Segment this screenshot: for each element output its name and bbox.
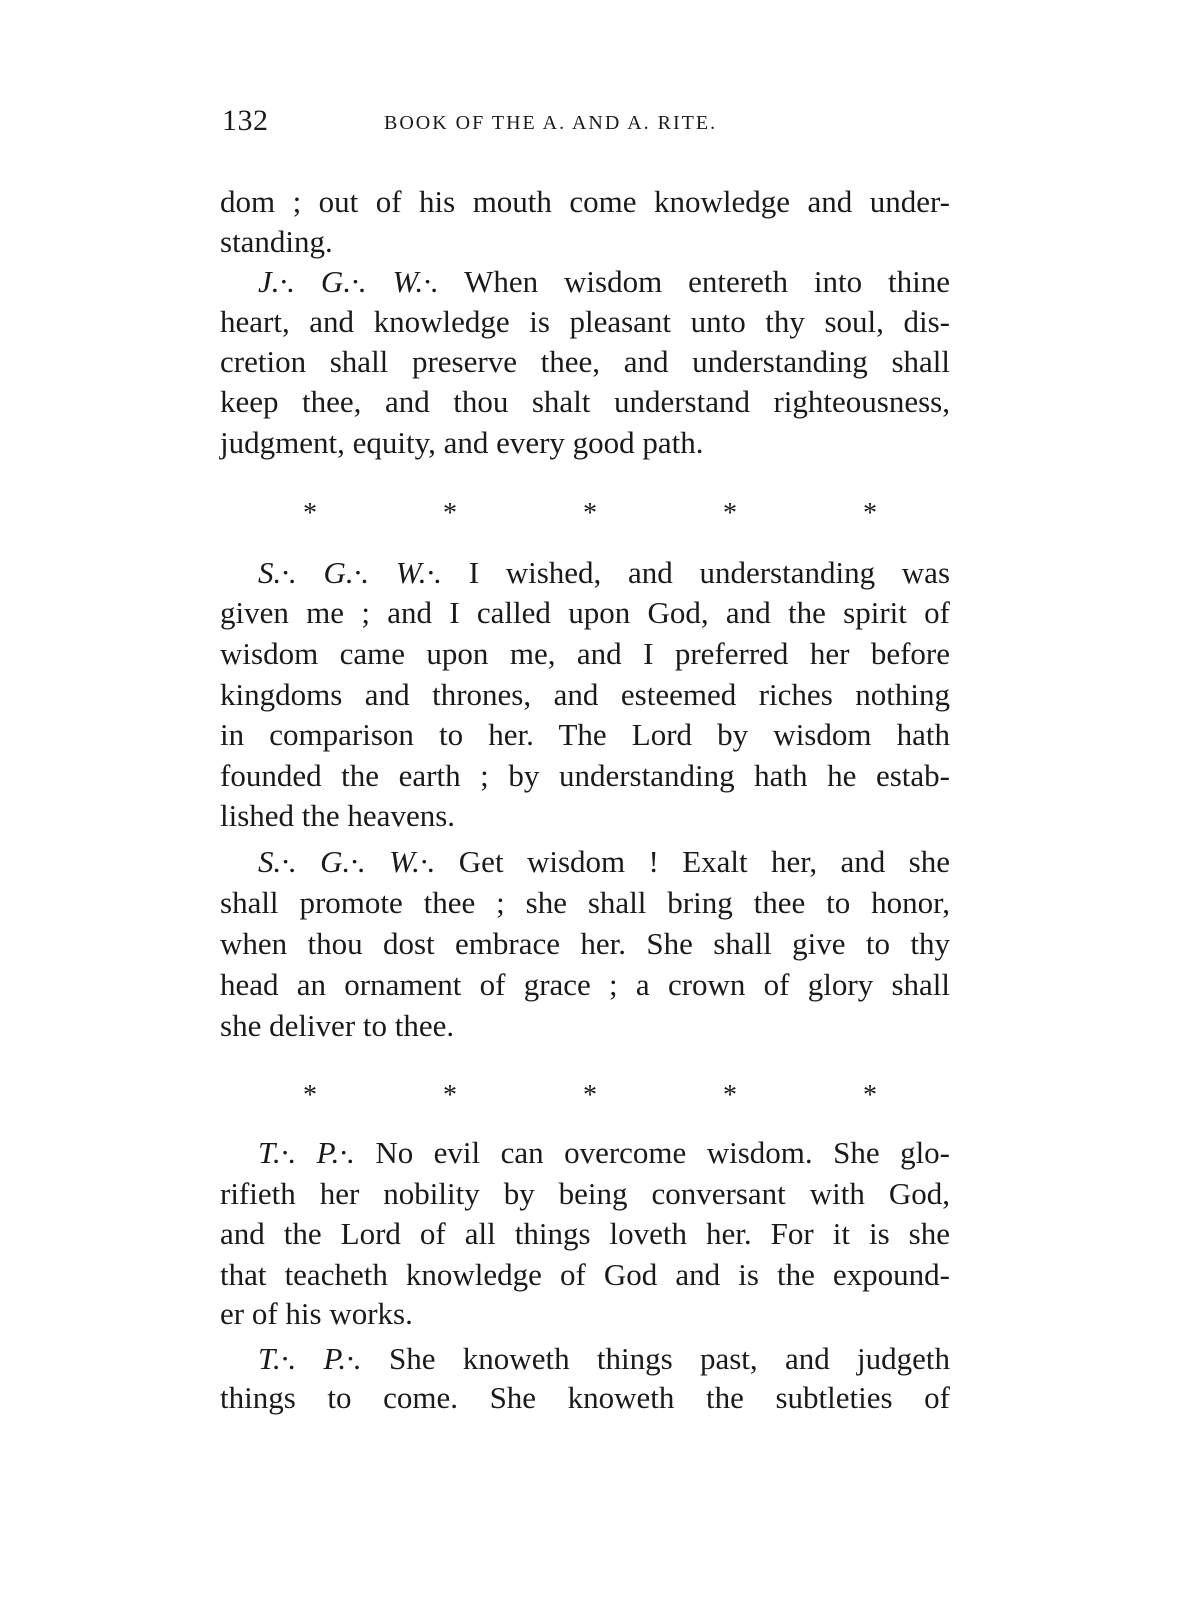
text-line: founded the earth ; by understanding hath he estab- (220, 758, 950, 793)
text-line: she deliver to thee. (220, 1008, 455, 1043)
text-span: When wisdom entereth into thine (464, 264, 951, 299)
star-glyph: * (863, 498, 877, 529)
speaker-label: T.·. P.·. (258, 1135, 355, 1170)
text-line: lished the heavens. (220, 798, 456, 833)
star-separator (300, 1080, 880, 1110)
text-line (258, 1133, 950, 1173)
star-glyph: * (583, 498, 597, 529)
text-line (258, 842, 950, 882)
star-glyph: * (723, 1080, 737, 1111)
page-number: 132 (222, 104, 269, 137)
text-line: wisdom came upon me, and I preferred her before (220, 636, 950, 671)
star-glyph: * (723, 498, 737, 529)
star-glyph: * (583, 1080, 597, 1111)
star-glyph: * (303, 498, 317, 529)
text-line: that teacheth knowledge of God and is the expound- (220, 1257, 950, 1292)
star-glyph: * (863, 1080, 877, 1111)
text-line: when thou dost embrace her. She shall give to thy (220, 926, 950, 961)
text-line (258, 1339, 950, 1379)
star-glyph: * (443, 1080, 457, 1111)
star-glyph: * (303, 1080, 317, 1111)
text-line: shall promote thee ; she shall bring thee to honor, (220, 885, 950, 920)
text-span: Get wisdom ! Exalt her, and she (458, 844, 950, 879)
text-line: in comparison to her. The Lord by wisdom hath (220, 717, 950, 752)
text-line: and the Lord of all things loveth her. For it is she (220, 1216, 950, 1251)
speaker-label: S.·. G.·. W.·. (258, 555, 443, 590)
text-line: er of his works. (220, 1296, 413, 1331)
page-header (222, 104, 782, 144)
text-line: given me ; and I called upon God, and the spirit of (220, 595, 950, 630)
text-line: standing. (220, 224, 333, 259)
text-span: She knoweth things past, and judgeth (389, 1341, 950, 1376)
speaker-label: S.·. G.·. W.·. (258, 844, 436, 879)
text-line (258, 262, 950, 302)
text-span: I wished, and understanding was (468, 555, 951, 590)
text-line (258, 553, 950, 593)
star-separator (300, 498, 880, 528)
text-line: judgment, equity, and every good path. (220, 425, 704, 460)
speaker-label: T.·. P.·. (258, 1341, 362, 1376)
text-span: No evil can overcome wisdom. She glo- (375, 1135, 951, 1170)
text-line: cretion shall preserve thee, and understanding shall (220, 344, 950, 379)
text-line: heart, and knowledge is pleasant unto thy soul, dis- (220, 304, 950, 339)
star-glyph: * (443, 498, 457, 529)
speaker-label: J.·. G.·. W.·. (258, 264, 439, 299)
text-line: kingdoms and thrones, and esteemed riches nothing (220, 677, 950, 712)
text-line: dom ; out of his mouth come knowledge and under- (220, 184, 950, 219)
text-line: head an ornament of grace ; a crown of glory shall (220, 967, 950, 1002)
running-title: BOOK OF THE A. AND A. RITE. (384, 112, 718, 134)
text-line: rifieth her nobility by being conversant with God, (220, 1176, 950, 1211)
text-line: keep thee, and thou shalt understand righteousness, (220, 384, 950, 419)
text-line: things to come. She knoweth the subtleties of (220, 1380, 950, 1415)
